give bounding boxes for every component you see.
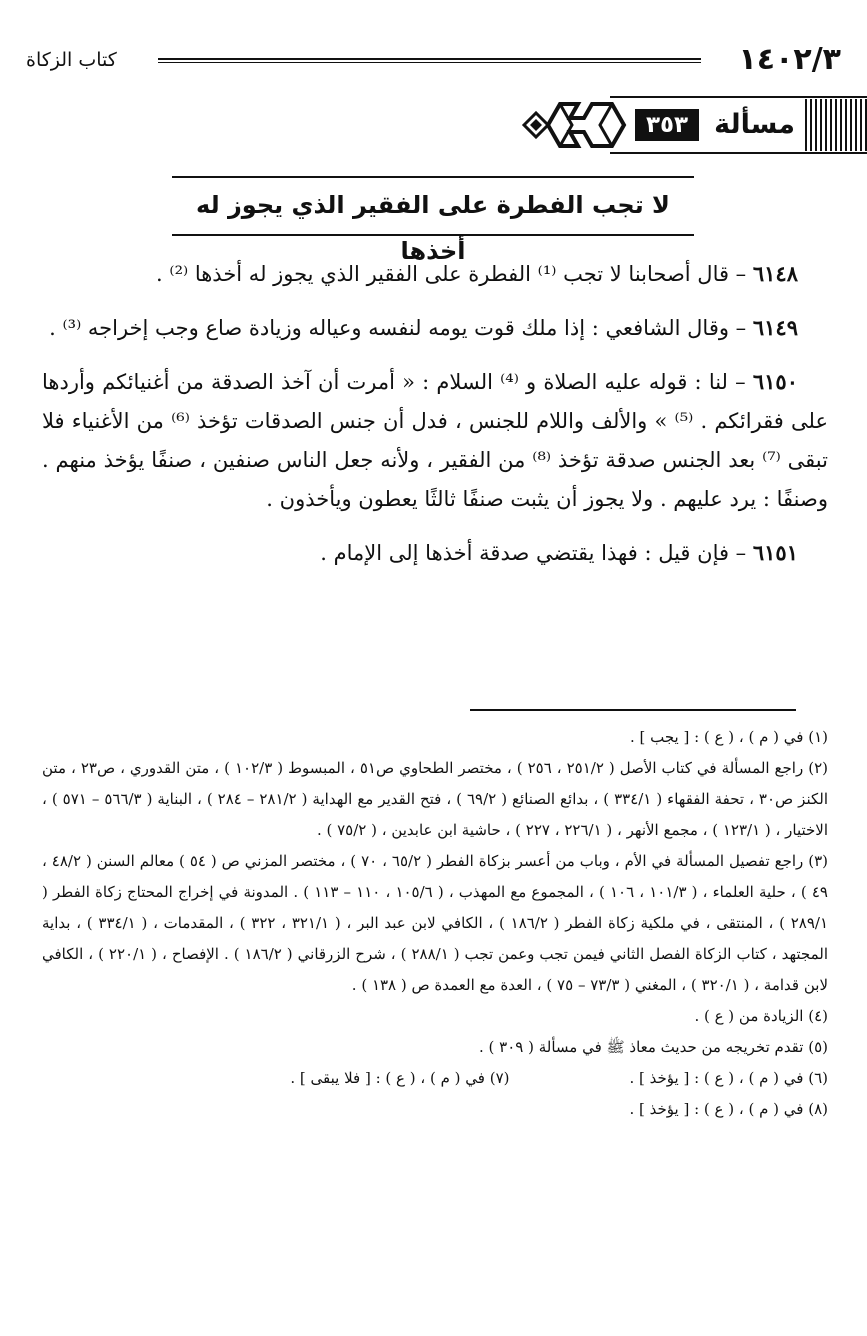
paragraph-text: – فإن قيل : فهذا يقتضي صدقة أخذها إلى الإمام . bbox=[320, 541, 747, 565]
paragraph-text: – وقال الشافعي : إذا ملك قوت يومه لنفسه وعياله وزيادة صاع وجب إخراجه ⁽³⁾ . bbox=[49, 316, 747, 340]
paragraph-number: ٦١٤٩ bbox=[752, 315, 798, 340]
title-rule-top bbox=[172, 176, 694, 178]
footnote-row bbox=[42, 1063, 828, 1094]
issue-number: ٣٥٣ bbox=[635, 109, 699, 141]
page-number: ١٤٠٢/٣ bbox=[738, 42, 841, 77]
paragraph-6151 bbox=[42, 533, 828, 573]
issue-label: مسألة bbox=[714, 109, 795, 140]
body-text bbox=[42, 254, 828, 587]
footnotes bbox=[42, 722, 828, 1125]
paragraph-text: – لنا : قوله عليه الصلاة و ⁽⁴⁾ السلام : « أمرت أن آخذ الصدقة من أغنيائكم وأردها على فقرائكم . ⁽⁵⁾ » والألف واللام للجنس ، فدل أن جنس الصدقات تؤخذ ⁽⁶⁾ من الأغنياء فلا تبقى ⁽⁷⁾ بعد الجنس صدقة تؤخذ ⁽⁸⁾ من الفقير ، ولأنه جعل الناس صنفين ، صنفًا يؤخذ منهم . وصنفًا : يرد عليهم . ولا يجوز أن يثبت صنفًا ثالثًا يعطون ويأخذون . bbox=[42, 370, 828, 511]
footnote-5: (٥) تقدم تخريجه من حديث معاذ ﷺ في مسألة ( ٣٠٩ ) . bbox=[478, 1038, 828, 1056]
book-title: كتاب الزكاة bbox=[26, 49, 117, 71]
paragraph-number: ٦١٥١ bbox=[752, 540, 798, 565]
paragraph-number: ٦١٥٠ bbox=[752, 369, 798, 394]
footnote-6: (٦) في ( م ) ، ( ع ) : [ يؤخذ ] . bbox=[629, 1069, 828, 1087]
footnote-4: (٤) الزيادة من ( ع ) . bbox=[694, 1007, 828, 1025]
chapter-heading bbox=[172, 176, 694, 265]
footnote-2: (٢) راجع المسألة في كتاب الأصل ( ٢٥١/٢ ، ٢٥٦ ) ، مختصر الطحاوي ص٥١ ، المبسوط ( ١٠٢/٣ ) ، متن القدوري ، ص٢٣ ، متن الكنز ص٣٠ ، تحفة الفقهاء ( ٣٣٤/١ ) ، بدائع الصنائع ( ٦٩/٢ ) ، فتح القدير مع الهداية ( ٢٨١/٢ – ٢٨٤ ) ، البناية ( ٥٦٦/٣ – ٥٧١ ) ، الاختيار ، ( ١٢٣/١ ) ، مجمع الأنهر ، ( ٢٢٦/١ ، ٢٢٧ ) ، حاشية ابن عابدين ، ( ٧٥/٢ ) . bbox=[42, 759, 828, 839]
footnote-8: (٨) في ( م ) ، ( ع ) : [ يؤخذ ] . bbox=[629, 1100, 828, 1118]
banner-stripes bbox=[805, 99, 867, 151]
footnote-3: (٣) راجع تفصيل المسألة في الأم ، وباب من أعسر بزكاة الفطر ( ٦٥/٢ ، ٧٠ ) ، مختصر المزني ص ( ٥٤ ) معالم السنن ( ٤٨/٢ ، ٤٩ ) ، حلية العلماء ، ( ١٠١/٣ ، ١٠٦ ) ، المجموع مع المهذب ، ( ١٠٥/٦ ، ١١٠ – ١١٣ ) . المدونة في إخراج المحتاج زكاة الفطر ( ٢٨٩/١ ) ، المنتقى ، في ملكية زكاة الفطر ( ١٨٦/٢ ) ، الكافي لابن عبد البر ، ( ٣٢١/١ ، ٣٢٢ ) ، المقدمات ، ( ٣٣٤/١ ) ، بداية المجتهد ، كتاب الزكاة الفصل الثاني فيمن تجب وعمن تجب ( ٢٨٨/١ ) ، شرح الزرقاني ( ١٨٦/٢ ) . الإفصاح ، ( ٢٢٠/١ ) ، الكافي لابن قدامة ، ( ٣٢٠/١ ) ، المغني ( ٧٣/٣ – ٧٥ ) ، العدة مع العمدة ص ( ١٣٨ ) . bbox=[42, 852, 829, 994]
header-rule bbox=[158, 58, 701, 63]
issue-banner bbox=[520, 96, 867, 156]
paragraph-6148 bbox=[42, 254, 828, 294]
running-header bbox=[26, 40, 841, 80]
title-rule-bottom bbox=[172, 234, 694, 236]
ornament-icon bbox=[520, 96, 630, 154]
footnote-1: (١) في ( م ) ، ( ع ) : [ يجب ] . bbox=[629, 728, 828, 746]
chapter-title: لا تجب الفطرة على الفقير الذي يجوز له أخذها bbox=[196, 191, 670, 265]
paragraph-6150 bbox=[42, 362, 828, 519]
paragraph-text: – قال أصحابنا لا تجب ⁽¹⁾ الفطرة على الفقير الذي يجوز له أخذها ⁽²⁾ . bbox=[156, 262, 747, 286]
footnote-separator bbox=[470, 709, 796, 711]
paragraph-number: ٦١٤٨ bbox=[752, 261, 798, 286]
paragraph-6149 bbox=[42, 308, 828, 348]
footnote-7: (٧) في ( م ) ، ( ع ) : [ فلا يبقى ] . bbox=[290, 1069, 510, 1087]
